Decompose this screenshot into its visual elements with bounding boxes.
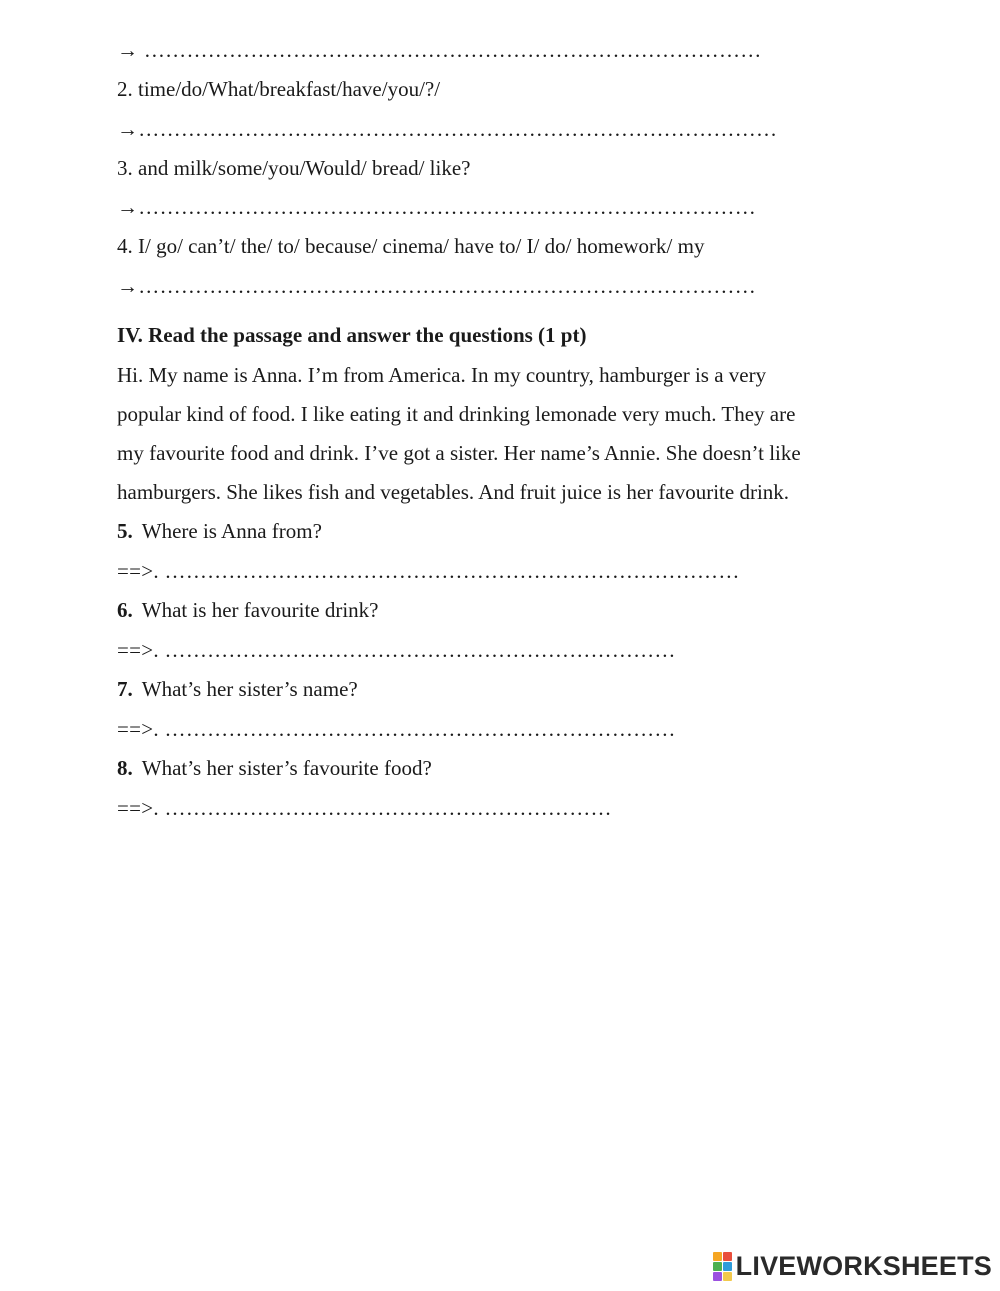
question-4-prompt: 4. I/ go/ can’t/ the/ to/ because/ cinema/ have to/ I/ do/ homework/ my: [117, 234, 705, 258]
answer-line-2[interactable]: →………………………………………………………………………………: [117, 117, 778, 141]
question-3-prompt: 3. and milk/some/you/Would/ bread/ like?: [117, 156, 471, 180]
answer-line-6[interactable]: ==>. ………………………………………………………………: [117, 638, 676, 662]
question-7: [117, 675, 358, 703]
question-8: [117, 754, 432, 782]
question-text: What’s her sister’s name?: [141, 677, 358, 701]
question-text: Where is Anna from?: [141, 519, 322, 543]
question-number: 7.: [117, 677, 133, 701]
passage-line: Hi. My name is Anna. I’m from America. In my country, hamburger is a very: [117, 363, 767, 387]
answer-line-3[interactable]: →……………………………………………………………………………: [117, 195, 756, 219]
question-text: What’s her sister’s favourite food?: [141, 756, 432, 780]
answer-line-1[interactable]: → ……………………………………………………………………………: [117, 38, 762, 62]
passage-line: hamburgers. She likes fish and vegetables. And fruit juice is her favourite drink.: [117, 480, 790, 504]
question-number: 8.: [117, 756, 133, 780]
passage-line: popular kind of food. I like eating it and drinking lemonade very much. They are: [117, 402, 796, 426]
logo-mark-icon: [713, 1252, 732, 1281]
logo-text: LIVEWORKSHEETS: [735, 1250, 992, 1281]
question-5: [117, 517, 322, 545]
answer-line-5[interactable]: ==>. ………………………………………………………………………: [117, 559, 740, 583]
answer-line-8[interactable]: ==>. ………………………………………………………: [117, 796, 612, 820]
section-heading: IV. Read the passage and answer the questions (1 pt): [117, 323, 587, 347]
answer-line-4[interactable]: →……………………………………………………………………………: [117, 274, 756, 298]
question-6: [117, 596, 379, 624]
question-text: What is her favourite drink?: [141, 598, 379, 622]
answer-line-7[interactable]: ==>. ………………………………………………………………: [117, 717, 676, 741]
question-number: 6.: [117, 598, 133, 622]
question-number: 5.: [117, 519, 133, 543]
question-2-prompt: 2. time/do/What/breakfast/have/you/?/: [117, 77, 441, 101]
liveworksheets-logo: [713, 1249, 992, 1283]
passage-line: my favourite food and drink. I’ve got a sister. Her name’s Annie. She doesn’t like: [117, 441, 801, 465]
